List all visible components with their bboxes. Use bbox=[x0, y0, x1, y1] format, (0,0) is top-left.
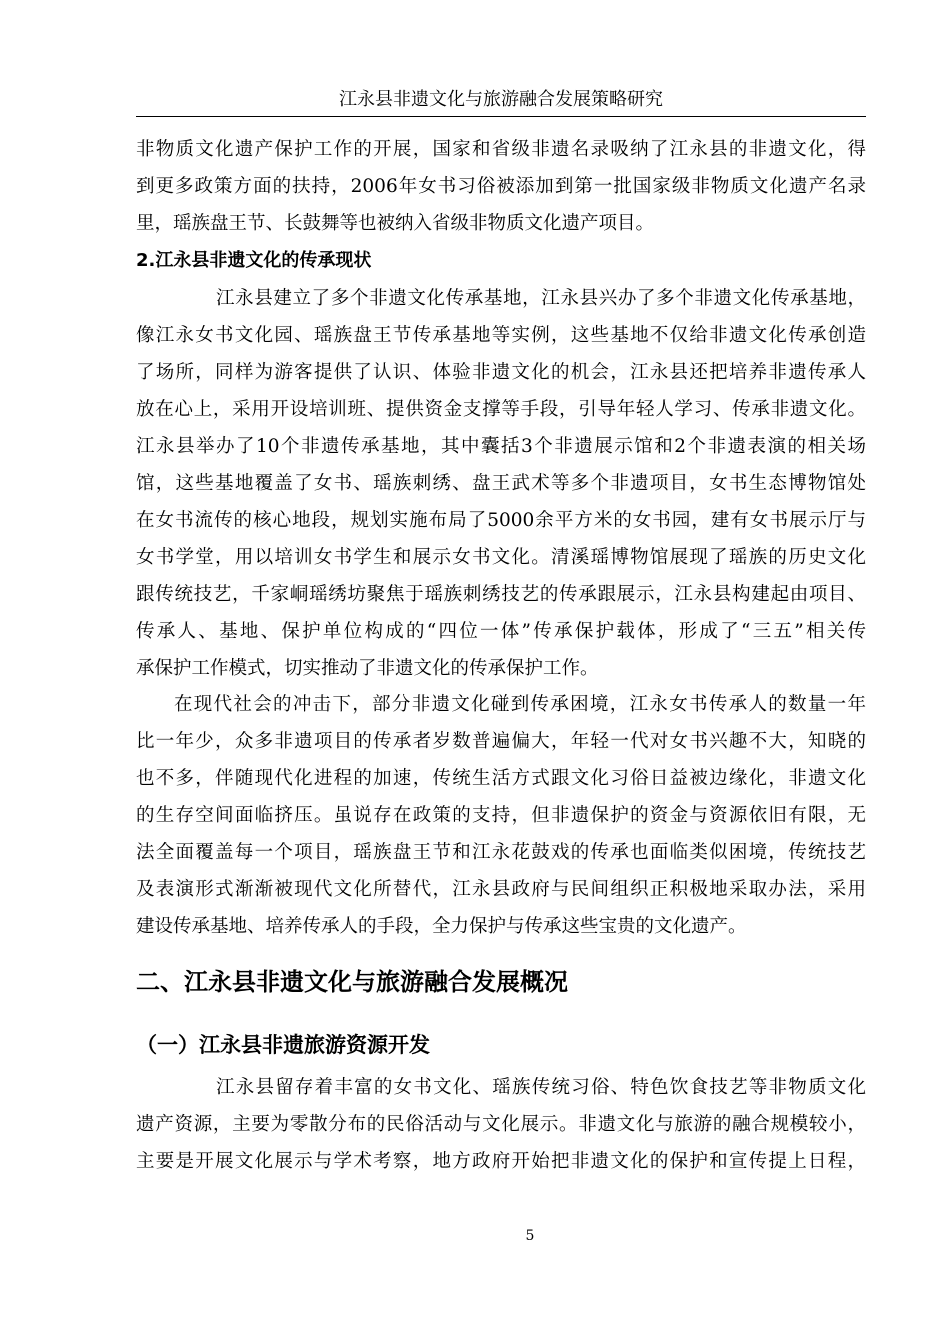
text-line: 在女书流传的核心地段，规划实施布局了5000余平方米的女书园，建有女书展示厅与 bbox=[136, 510, 866, 531]
text-line: 主要是开展文化展示与学术考察，地方政府开始把非遗文化的保护和宣传提上日程， bbox=[136, 1151, 866, 1172]
text-line: 及表演形式渐渐被现代文化所替代，江永县政府与民间组织正积极地采取办法，采用 bbox=[136, 879, 866, 900]
text-line: 了场所，同样为游客提供了认识、体验非遗文化的机会，江永县还把培养非遗传承人 bbox=[136, 362, 866, 383]
section-heading: （一）江永县非遗旅游资源开发 bbox=[136, 1033, 430, 1057]
text-line: 江永县建立了多个非遗文化传承基地，江永县兴办了多个非遗文化传承基地， bbox=[216, 288, 866, 309]
text-line: 放在心上，采用开设培训班、提供资金支撑等手段，引导年轻人学习、传承非遗文化。 bbox=[136, 399, 866, 420]
text-line: 也不多，伴随现代化进程的加速，传统生活方式跟文化习俗日益被边缘化，非遗文化 bbox=[136, 768, 866, 789]
text-line: 女书学堂，用以培训女书学生和展示女书文化。清溪瑶博物馆展现了瑶族的历史文化 bbox=[136, 547, 866, 568]
text-line: 法全面覆盖每一个项目，瑶族盘王节和江永花鼓戏的传承也面临类似困境，传统技艺 bbox=[136, 842, 866, 863]
text-line: 跟传统技艺，千家峒瑶绣坊聚焦于瑶族刺绣技艺的传承跟展示，江永县构建起由项目、 bbox=[136, 584, 866, 605]
text-line: 的生存空间面临挤压。虽说存在政策的支持，但非遗保护的资金与资源依旧有限，无 bbox=[136, 805, 866, 826]
text-line: 像江永女书文化园、瑶族盘王节传承基地等实例，这些基地不仅给非遗文化传承创造 bbox=[136, 325, 866, 346]
paragraph-4 bbox=[136, 1069, 866, 1180]
text-line: 到更多政策方面的扶持，2006年女书习俗被添加到第一批国家级非物质文化遗产名录 bbox=[136, 176, 866, 197]
text-line: 遗产资源，主要为零散分布的民俗活动与文化展示。非遗文化与旅游的融合规模较小， bbox=[136, 1114, 866, 1135]
paragraph-1 bbox=[136, 131, 866, 279]
text-line: 馆，这些基地覆盖了女书、瑶族刺绣、盘王武术等多个非遗项目，女书生态博物馆处 bbox=[136, 473, 866, 494]
chapter-heading: 二、江永县非遗文化与旅游融合发展概况 bbox=[136, 968, 568, 996]
text-line: 江永县留存着丰富的女书文化、瑶族传统习俗、特色饮食技艺等非物质文化 bbox=[216, 1077, 866, 1098]
page-number: 5 bbox=[525, 1228, 535, 1244]
text-line: 建设传承基地、培养传承人的手段，全力保护与传承这些宝贵的文化遗产。 bbox=[136, 916, 747, 937]
paragraph-2 bbox=[136, 280, 866, 687]
text-line: 江永县举办了10个非遗传承基地，其中囊括3个非遗展示馆和2个非遗表演的相关场 bbox=[136, 436, 866, 457]
text-line: 在现代社会的冲击下，部分非遗文化碰到传承困境，江永女书传承人的数量一年 bbox=[174, 694, 866, 715]
text-line: 非物质文化遗产保护工作的开展，国家和省级非遗名录吸纳了江永县的非遗文化，得 bbox=[136, 139, 866, 160]
text-line: 承保护工作模式，切实推动了非遗文化的传承保护工作。 bbox=[136, 658, 599, 679]
text-line: 传承人、基地、保护单位构成的“四位一体”传承保护载体，形成了“三五”相关传 bbox=[136, 621, 866, 642]
subsection-heading: 2.江永县非遗文化的传承现状 bbox=[136, 250, 372, 271]
text-line: 里，瑶族盘王节、长鼓舞等也被纳入省级非物质文化遗产项目。 bbox=[136, 213, 655, 234]
paragraph-3 bbox=[136, 686, 866, 945]
running-header: 江永县非遗文化与旅游融合发展策略研究 bbox=[339, 89, 663, 110]
header-divider bbox=[136, 116, 866, 117]
text-line: 比一年少，众多非遗项目的传承者岁数普遍偏大，年轻一代对女书兴趣不大，知晓的 bbox=[136, 731, 866, 752]
